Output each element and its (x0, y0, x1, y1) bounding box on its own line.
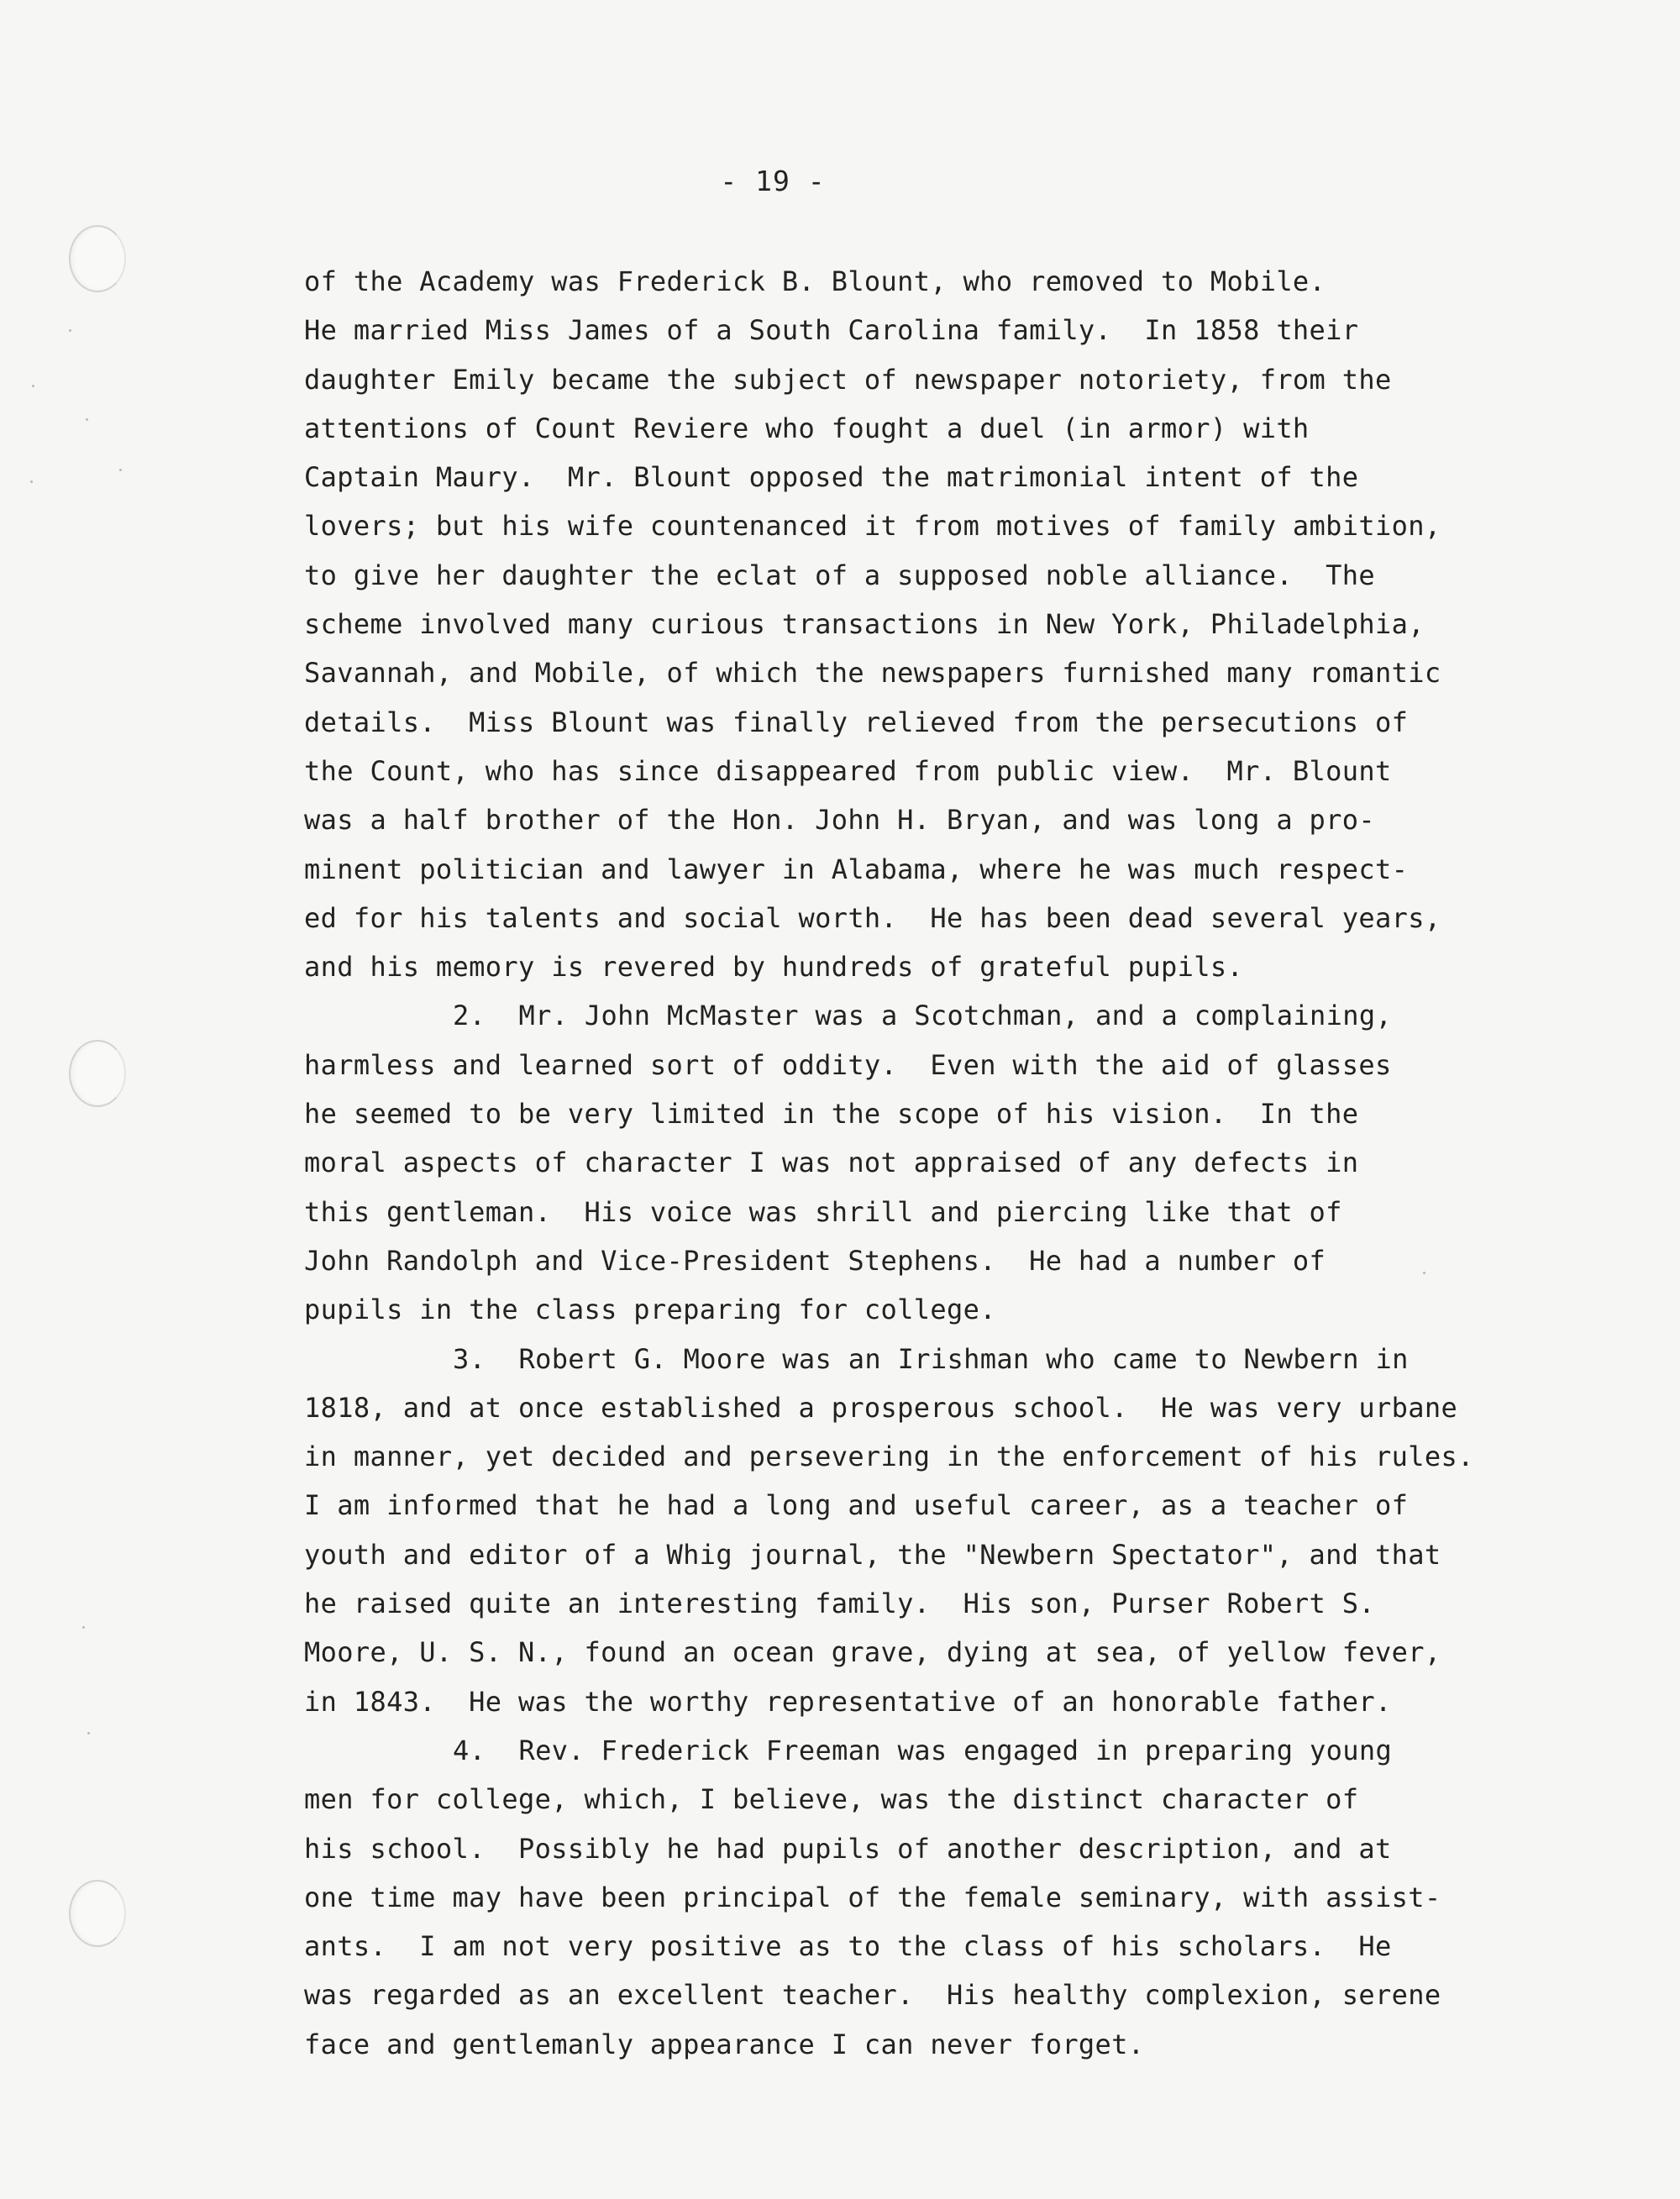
scan-speck (69, 329, 71, 332)
scan-speck (87, 1732, 90, 1735)
text-line: moral aspects of character I was not appraised of any defects in (304, 1147, 1359, 1179)
punch-hole-middle (69, 1040, 126, 1107)
text-line: to give her daughter the eclat of a supposed noble alliance. The (304, 559, 1376, 591)
text-line: Captain Maury. Mr. Blount opposed the matrimonial intent of the (304, 461, 1359, 494)
text-line: I am informed that he had a long and useful career, as a teacher of (304, 1489, 1409, 1522)
text-line: face and gentlemanly appearance I can never forget. (304, 2028, 1145, 2060)
text-line: youth and editor of a Whig journal, the "Newbern Spectator", and that (304, 1538, 1441, 1571)
text-line: 3. Robert G. Moore was an Irishman who came to Newbern in (453, 1342, 1409, 1375)
text-line: and his memory is revered by hundreds of grateful pupils. (304, 951, 1244, 984)
text-line: ed for his talents and social worth. He has been dead several years, (304, 901, 1441, 934)
text-line: the Count, who has since disappeared from public view. Mr. Blount (304, 754, 1392, 787)
text-line: ants. I am not very positive as to the class of his scholars. He (304, 1930, 1392, 1963)
text-line: this gentleman. His voice was shrill and piercing like that of (304, 1195, 1342, 1228)
text-line: 4. Rev. Frederick Freeman was engaged in preparing young (453, 1734, 1393, 1766)
scan-speck (86, 418, 88, 421)
text-line: details. Miss Blount was finally relieved from the persecutions of (304, 706, 1409, 738)
text-line: harmless and learned sort of oddity. Even with the aid of glasses (304, 1048, 1392, 1081)
text-line: he seemed to be very limited in the scope of his vision. In the (304, 1098, 1359, 1131)
punch-hole-top (69, 225, 126, 292)
scan-speck (119, 469, 122, 471)
text-line: was regarded as an excellent teacher. His healthy complexion, serene (304, 1979, 1441, 2012)
text-line: was a half brother of the Hon. John H. Bryan, and was long a pro- (304, 804, 1376, 837)
text-line: scheme involved many curious transactions in New York, Philadelphia, (304, 608, 1425, 641)
page-number: - 19 - (720, 165, 826, 197)
text-line: men for college, which, I believe, was the distinct character of (304, 1783, 1359, 1816)
text-line: 1818, and at once established a prosperous school. He was very urbane (304, 1391, 1458, 1424)
text-line: 2. Mr. John McMaster was a Scotchman, and a complaining, (453, 1000, 1393, 1032)
text-line: he raised quite an interesting family. His son, Purser Robert S. (304, 1588, 1376, 1620)
body-text (304, 257, 1497, 2069)
text-line: pupils in the class preparing for college. (304, 1294, 996, 1326)
paragraph-2 (304, 991, 1497, 1334)
text-line: John Randolph and Vice-President Stephens. He had a number of (304, 1244, 1326, 1277)
text-line: in 1843. He was the worthy representative of an honorable father. (304, 1685, 1392, 1718)
text-line: Savannah, and Mobile, of which the newspapers furnished many romantic (304, 657, 1441, 690)
text-line: lovers; but his wife countenanced it from motives of family ambition, (304, 510, 1441, 543)
paragraph-1 (304, 257, 1497, 991)
scan-speck (30, 480, 33, 483)
paragraph-4 (304, 1726, 1497, 2069)
text-line: minent politician and lawyer in Alabama, where he was much respect- (304, 853, 1409, 885)
text-line: one time may have been principal of the female seminary, with assist- (304, 1881, 1441, 1913)
text-line: in manner, yet decided and persevering in the enforcement of his rules. (304, 1441, 1474, 1473)
scan-speck (82, 1626, 85, 1629)
scan-speck (32, 385, 34, 387)
paragraph-3 (304, 1335, 1497, 1726)
text-line: of the Academy was Frederick B. Blount, who removed to Mobile. (304, 265, 1326, 297)
text-line: attentions of Count Reviere who fought a duel (in armor) with (304, 412, 1310, 444)
text-line: Moore, U. S. N., found an ocean grave, dying at sea, of yellow fever, (304, 1636, 1441, 1669)
text-line: daughter Emily became the subject of newspaper notoriety, from the (304, 363, 1392, 396)
punch-hole-bottom (69, 1880, 126, 1947)
text-line: He married Miss James of a South Carolina family. In 1858 their (304, 314, 1359, 347)
text-line: his school. Possibly he had pupils of another description, and at (304, 1832, 1392, 1865)
